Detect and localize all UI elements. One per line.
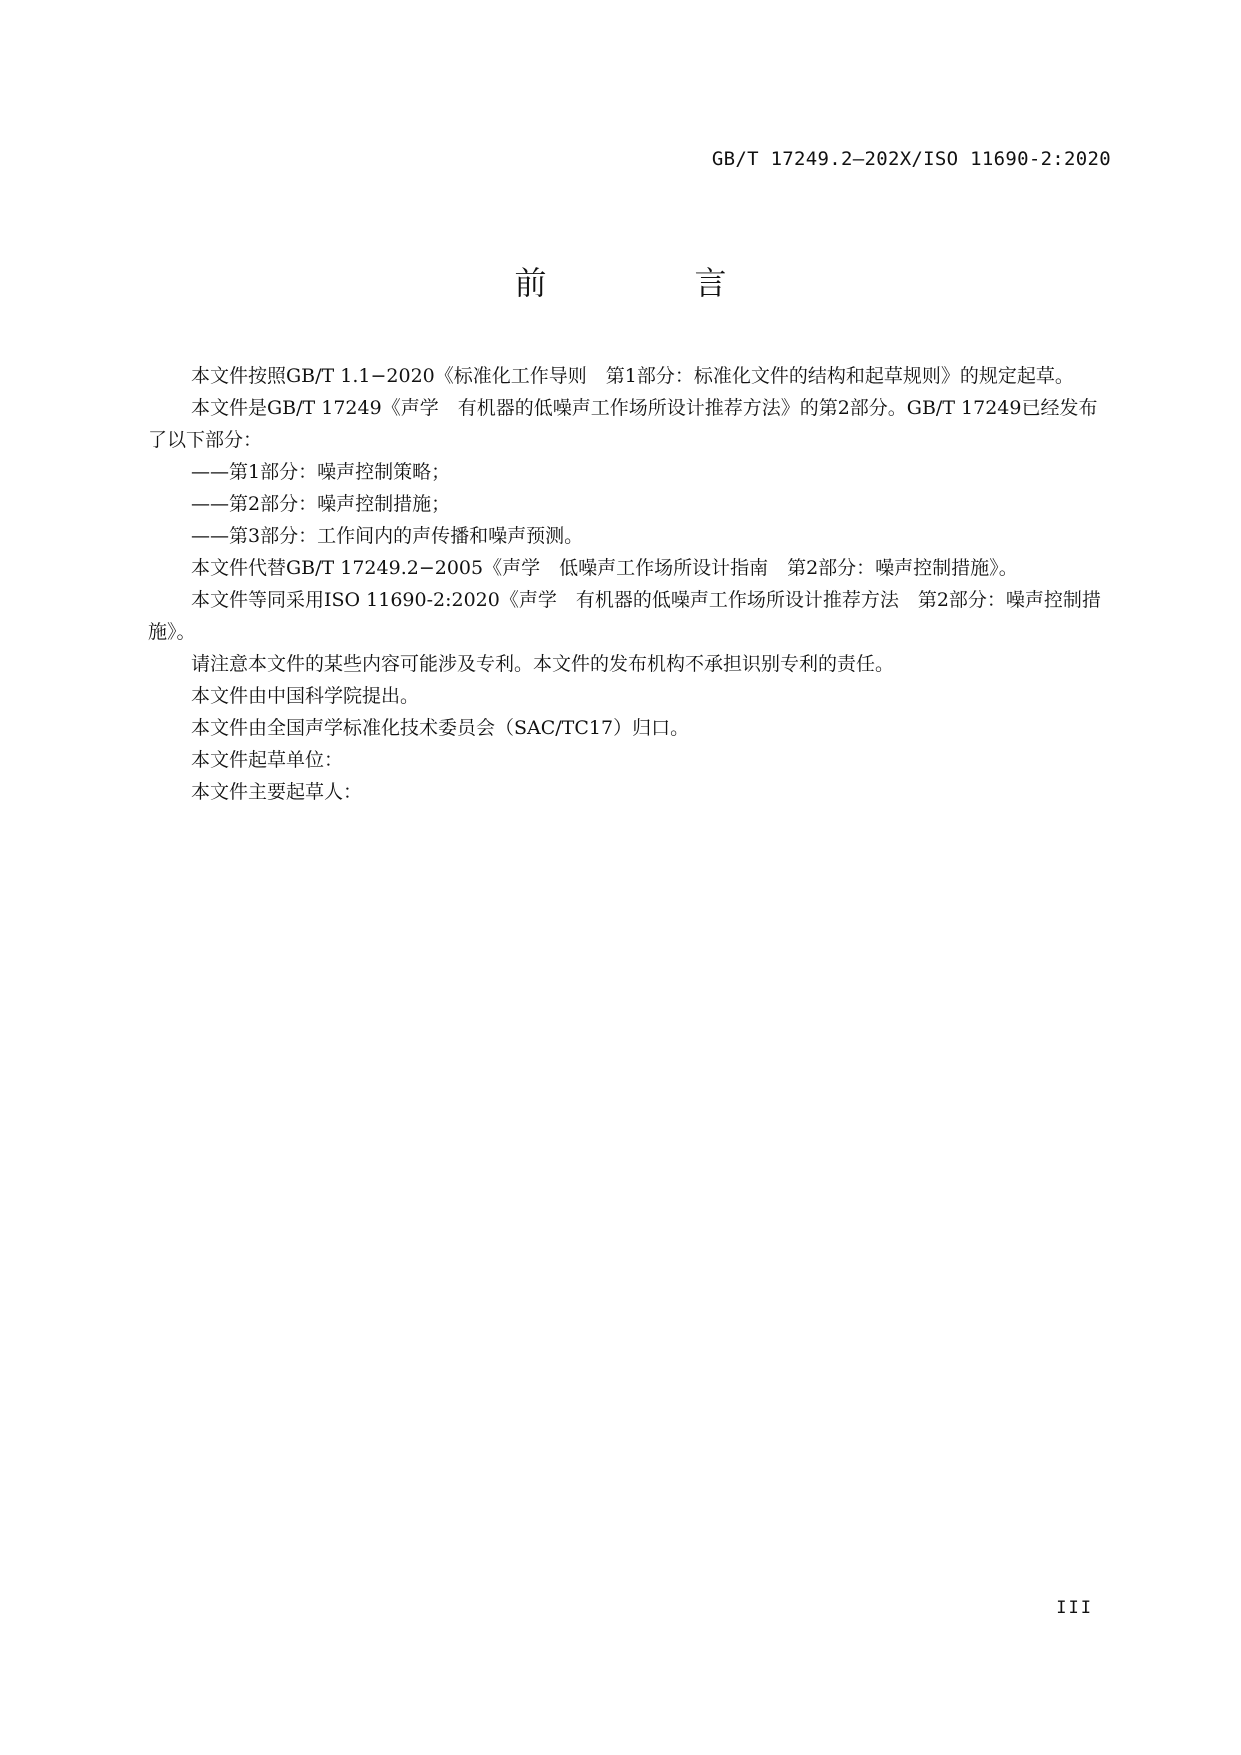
list-item-part-1: ——第1部分：噪声控制策略； — [191, 461, 451, 483]
paragraph-drafters: 本文件主要起草人： — [191, 781, 363, 803]
foreword-body — [148, 360, 1112, 808]
list-item-part-3: ——第3部分：工作间内的声传播和噪声预测。 — [191, 525, 584, 547]
paragraph-series-info: 本文件是GB/T 17249《声学 有机器的低噪声工作场所设计推荐方法》的第2部分。GB/T 17249已经发布了以下部分： — [148, 397, 1098, 451]
paragraph-replaces: 本文件代替GB/T 17249.2−2005《声学 低噪声工作场所设计指南 第2部分：噪声控制措施》。 — [191, 557, 1018, 579]
paragraph-committee: 本文件由全国声学标准化技术委员会（SAC/TC17）归口。 — [191, 717, 690, 739]
paragraph-drafting-basis: 本文件按照GB/T 1.1−2020《标准化工作导则 第1部分：标准化文件的结构和起草规则》的规定起草。 — [191, 365, 1074, 387]
document-code-header: GB/T 17249.2—202X/ISO 11690-2:2020 — [711, 148, 1111, 170]
paragraph-patent-notice: 请注意本文件的某些内容可能涉及专利。本文件的发布机构不承担识别专利的责任。 — [191, 653, 895, 675]
page-title: 前 言 — [514, 264, 785, 302]
page-number: III — [1056, 1598, 1093, 1618]
paragraph-proposer: 本文件由中国科学院提出。 — [191, 685, 420, 707]
paragraph-adoption: 本文件等同采用ISO 11690-2:2020《声学 有机器的低噪声工作场所设计推荐方法 第2部分：噪声控制措施》。 — [148, 589, 1101, 643]
paragraph-drafting-units: 本文件起草单位： — [191, 749, 344, 771]
list-item-part-2: ——第2部分：噪声控制措施； — [191, 493, 451, 515]
